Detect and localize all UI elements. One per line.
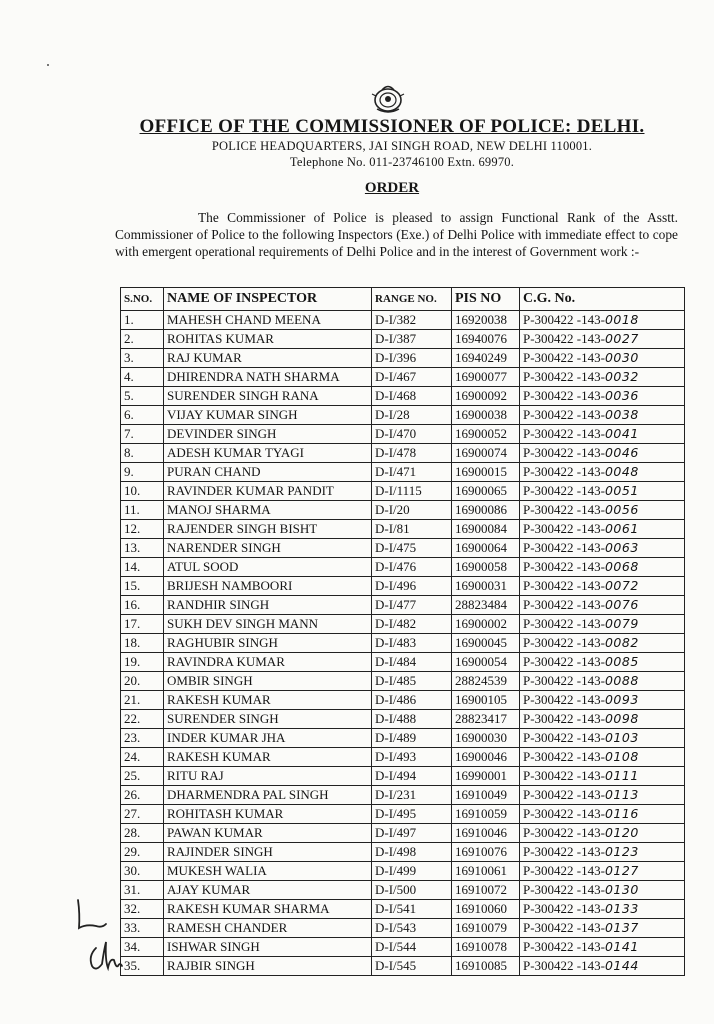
cell-pis: 16900054 — [452, 653, 520, 672]
cell-cg — [520, 938, 685, 957]
cg-handwritten-suffix: 0141 — [604, 939, 639, 954]
cell-pis: 16900074 — [452, 444, 520, 463]
cell-cg — [520, 900, 685, 919]
cell-pis: 16900086 — [452, 501, 520, 520]
cell-name: MANOJ SHARMA — [164, 501, 372, 520]
cell-cg — [520, 482, 685, 501]
cg-handwritten-suffix: 0098 — [604, 711, 639, 726]
table-row — [121, 520, 685, 539]
cell-pis: 16900046 — [452, 748, 520, 767]
cg-handwritten-suffix: 0079 — [604, 616, 639, 631]
cg-handwritten-suffix: 0063 — [604, 540, 639, 555]
office-telephone: Telephone No. 011-23746100 Extn. 69970. — [289, 155, 515, 169]
cell-pis: 16900065 — [452, 482, 520, 501]
cell-name: PURAN CHAND — [164, 463, 372, 482]
cell-sno: 1. — [121, 311, 164, 330]
cell-sno: 7. — [121, 425, 164, 444]
cg-prefix: P-300422 -143- — [523, 806, 605, 821]
cell-pis: 16940076 — [452, 330, 520, 349]
cell-name: AJAY KUMAR — [164, 881, 372, 900]
table-row — [121, 596, 685, 615]
cell-cg — [520, 748, 685, 767]
cg-handwritten-suffix: 0137 — [604, 920, 639, 935]
cg-prefix: P-300422 -143- — [523, 711, 605, 726]
table-row — [121, 387, 685, 406]
cell-name: RAVINDER KUMAR PANDIT — [164, 482, 372, 501]
cell-pis: 16900002 — [452, 615, 520, 634]
cell-cg — [520, 444, 685, 463]
cg-handwritten-suffix: 0048 — [604, 464, 639, 479]
cg-handwritten-suffix: 0113 — [604, 787, 639, 802]
cg-prefix: P-300422 -143- — [523, 483, 605, 498]
cell-sno: 10. — [121, 482, 164, 501]
cg-handwritten-suffix: 0032 — [604, 369, 639, 384]
cell-cg — [520, 596, 685, 615]
cg-prefix: P-300422 -143- — [523, 559, 605, 574]
cell-range: D-I/500 — [372, 881, 452, 900]
cell-range: D-I/478 — [372, 444, 452, 463]
cg-handwritten-suffix: 0133 — [604, 901, 639, 916]
inspectors-table — [120, 287, 685, 976]
cg-handwritten-suffix: 0108 — [604, 749, 639, 764]
table-row — [121, 862, 685, 881]
cell-name: DEVINDER SINGH — [164, 425, 372, 444]
cell-sno: 12. — [121, 520, 164, 539]
cell-name: RAVINDRA KUMAR — [164, 653, 372, 672]
cell-sno: 14. — [121, 558, 164, 577]
cell-sno: 22. — [121, 710, 164, 729]
table-row — [121, 615, 685, 634]
table-row — [121, 539, 685, 558]
cell-name: NARENDER SINGH — [164, 539, 372, 558]
cell-cg — [520, 463, 685, 482]
cg-handwritten-suffix: 0061 — [604, 521, 639, 536]
cell-sno: 3. — [121, 349, 164, 368]
table-row — [121, 634, 685, 653]
cg-handwritten-suffix: 0018 — [604, 312, 639, 327]
cg-handwritten-suffix: 0038 — [604, 407, 639, 422]
cell-sno: 34. — [121, 938, 164, 957]
cg-prefix: P-300422 -143- — [523, 882, 605, 897]
cell-sno: 23. — [121, 729, 164, 748]
cell-cg — [520, 558, 685, 577]
cell-range: D-I/396 — [372, 349, 452, 368]
cell-name: RAKESH KUMAR — [164, 691, 372, 710]
cell-sno: 21. — [121, 691, 164, 710]
cell-name: ROHITAS KUMAR — [164, 330, 372, 349]
column-header-range: RANGE NO. — [372, 288, 452, 311]
cell-range: D-I/231 — [372, 786, 452, 805]
cell-sno: 25. — [121, 767, 164, 786]
cell-cg — [520, 691, 685, 710]
cell-name: OMBIR SINGH — [164, 672, 372, 691]
cell-sno: 18. — [121, 634, 164, 653]
cell-pis: 16910079 — [452, 919, 520, 938]
cell-pis: 16900052 — [452, 425, 520, 444]
cg-prefix: P-300422 -143- — [523, 825, 605, 840]
cell-range: D-I/488 — [372, 710, 452, 729]
table-row — [121, 330, 685, 349]
cell-cg — [520, 311, 685, 330]
cg-handwritten-suffix: 0036 — [604, 388, 639, 403]
order-body-text: The Commissioner of Police is pleased to assign Functional Rank of the Asstt. Commissioner of Police to the following Inspectors (Exe.) of Delhi Police with immediate effect to cope with emergent operational requirements of Delhi Police and in the interest of Government work :- — [115, 210, 678, 259]
cg-prefix: P-300422 -143- — [523, 958, 605, 973]
table-row — [121, 843, 685, 862]
cell-sno: 6. — [121, 406, 164, 425]
cg-prefix: P-300422 -143- — [523, 863, 605, 878]
cell-range: D-I/81 — [372, 520, 452, 539]
cell-sno: 17. — [121, 615, 164, 634]
cell-range: D-I/496 — [372, 577, 452, 596]
cell-range: D-I/482 — [372, 615, 452, 634]
cell-name: ISHWAR SINGH — [164, 938, 372, 957]
cell-name: RAMESH CHANDER — [164, 919, 372, 938]
cell-pis: 16910061 — [452, 862, 520, 881]
cg-handwritten-suffix: 0072 — [604, 578, 639, 593]
cell-sno: 30. — [121, 862, 164, 881]
cell-name: RITU RAJ — [164, 767, 372, 786]
cell-pis: 16900084 — [452, 520, 520, 539]
cell-pis: 16900038 — [452, 406, 520, 425]
cell-range: D-I/477 — [372, 596, 452, 615]
table-row — [121, 672, 685, 691]
cell-pis: 28824539 — [452, 672, 520, 691]
table-row — [121, 767, 685, 786]
cell-cg — [520, 729, 685, 748]
cg-handwritten-suffix: 0076 — [604, 597, 639, 612]
cell-cg — [520, 881, 685, 900]
cell-pis: 16910085 — [452, 957, 520, 976]
cell-name: RAGHUBIR SINGH — [164, 634, 372, 653]
table-row — [121, 653, 685, 672]
cg-prefix: P-300422 -143- — [523, 597, 605, 612]
cell-pis: 16910046 — [452, 824, 520, 843]
cell-range: D-I/475 — [372, 539, 452, 558]
cell-sno: 13. — [121, 539, 164, 558]
cg-prefix: P-300422 -143- — [523, 350, 605, 365]
cell-sno: 16. — [121, 596, 164, 615]
cell-range: D-I/541 — [372, 900, 452, 919]
cell-cg — [520, 501, 685, 520]
cell-range: D-I/387 — [372, 330, 452, 349]
cell-pis: 16940249 — [452, 349, 520, 368]
cell-cg — [520, 710, 685, 729]
cg-prefix: P-300422 -143- — [523, 730, 605, 745]
cell-name: VIJAY KUMAR SINGH — [164, 406, 372, 425]
cg-handwritten-suffix: 0030 — [604, 350, 639, 365]
cell-cg — [520, 330, 685, 349]
cell-name: PAWAN KUMAR — [164, 824, 372, 843]
cell-name: RAJBIR SINGH — [164, 957, 372, 976]
table-row — [121, 881, 685, 900]
cg-prefix: P-300422 -143- — [523, 407, 605, 422]
cell-cg — [520, 368, 685, 387]
handwritten-initial-mark — [72, 898, 112, 934]
table-row — [121, 729, 685, 748]
cell-cg — [520, 349, 685, 368]
cell-cg — [520, 919, 685, 938]
cell-range: D-I/483 — [372, 634, 452, 653]
table-row — [121, 919, 685, 938]
cg-prefix: P-300422 -143- — [523, 635, 605, 650]
cell-cg — [520, 862, 685, 881]
office-title: OFFICE OF THE COMMISSIONER OF POLICE: DELHI. — [139, 116, 645, 137]
cell-cg — [520, 520, 685, 539]
cg-handwritten-suffix: 0116 — [604, 806, 639, 821]
cell-pis: 16900045 — [452, 634, 520, 653]
table-row — [121, 463, 685, 482]
cg-prefix: P-300422 -143- — [523, 312, 605, 327]
cell-sno: 35. — [121, 957, 164, 976]
cell-sno: 26. — [121, 786, 164, 805]
cell-cg — [520, 615, 685, 634]
cell-pis: 16900031 — [452, 577, 520, 596]
cell-sno: 2. — [121, 330, 164, 349]
table-row — [121, 482, 685, 501]
cell-sno: 24. — [121, 748, 164, 767]
table-row — [121, 368, 685, 387]
cell-cg — [520, 387, 685, 406]
cell-range: D-I/498 — [372, 843, 452, 862]
cell-range: D-I/495 — [372, 805, 452, 824]
cell-range: D-I/471 — [372, 463, 452, 482]
cell-range: D-I/468 — [372, 387, 452, 406]
cell-sno: 33. — [121, 919, 164, 938]
cell-sno: 8. — [121, 444, 164, 463]
table-row — [121, 577, 685, 596]
cell-range: D-I/494 — [372, 767, 452, 786]
cell-sno: 9. — [121, 463, 164, 482]
cell-pis: 16900015 — [452, 463, 520, 482]
cg-prefix: P-300422 -143- — [523, 369, 605, 384]
cg-handwritten-suffix: 0127 — [604, 863, 639, 878]
cell-pis: 16900077 — [452, 368, 520, 387]
cell-sno: 20. — [121, 672, 164, 691]
cell-name: ROHITASH KUMAR — [164, 805, 372, 824]
cell-name: MUKESH WALIA — [164, 862, 372, 881]
cell-range: D-I/545 — [372, 957, 452, 976]
cell-sno: 15. — [121, 577, 164, 596]
cg-handwritten-suffix: 0085 — [604, 654, 639, 669]
table-row — [121, 938, 685, 957]
table-row — [121, 558, 685, 577]
table-row — [121, 900, 685, 919]
cell-sno: 19. — [121, 653, 164, 672]
cg-prefix: P-300422 -143- — [523, 654, 605, 669]
cg-handwritten-suffix: 0041 — [604, 426, 639, 441]
table-row — [121, 501, 685, 520]
cg-handwritten-suffix: 0103 — [604, 730, 639, 745]
table-row — [121, 444, 685, 463]
cg-prefix: P-300422 -143- — [523, 464, 605, 479]
cell-name: RAJINDER SINGH — [164, 843, 372, 862]
cell-cg — [520, 653, 685, 672]
cell-sno: 5. — [121, 387, 164, 406]
cell-sno: 27. — [121, 805, 164, 824]
cg-handwritten-suffix: 0120 — [604, 825, 639, 840]
column-header-pis: PIS NO — [452, 288, 520, 311]
cg-prefix: P-300422 -143- — [523, 445, 605, 460]
cg-handwritten-suffix: 0111 — [604, 768, 639, 783]
cell-pis: 16990001 — [452, 767, 520, 786]
cell-cg — [520, 843, 685, 862]
column-header-sno: S.NO. — [121, 288, 164, 311]
cell-name: MAHESH CHAND MEENA — [164, 311, 372, 330]
cg-prefix: P-300422 -143- — [523, 787, 605, 802]
cg-handwritten-suffix: 0027 — [604, 331, 639, 346]
cell-range: D-I/476 — [372, 558, 452, 577]
cg-prefix: P-300422 -143- — [523, 388, 605, 403]
cell-name: RANDHIR SINGH — [164, 596, 372, 615]
cell-range: D-I/470 — [372, 425, 452, 444]
cell-cg — [520, 577, 685, 596]
cg-handwritten-suffix: 0088 — [604, 673, 639, 688]
cg-handwritten-suffix: 0046 — [604, 445, 639, 460]
table-header-row — [121, 288, 685, 311]
police-emblem-icon — [368, 82, 408, 116]
cg-handwritten-suffix: 0056 — [604, 502, 639, 517]
cell-sno: 28. — [121, 824, 164, 843]
cell-range: D-I/543 — [372, 919, 452, 938]
cell-pis: 16910078 — [452, 938, 520, 957]
cell-cg — [520, 767, 685, 786]
cg-prefix: P-300422 -143- — [523, 540, 605, 555]
table-row — [121, 349, 685, 368]
cell-pis: 16910076 — [452, 843, 520, 862]
cell-pis: 16910072 — [452, 881, 520, 900]
cell-range: D-I/544 — [372, 938, 452, 957]
cell-name: DHIRENDRA NATH SHARMA — [164, 368, 372, 387]
column-header-cg: C.G. No. — [520, 288, 685, 311]
cell-cg — [520, 786, 685, 805]
cell-range: D-I/28 — [372, 406, 452, 425]
cg-prefix: P-300422 -143- — [523, 521, 605, 536]
cell-pis: 16920038 — [452, 311, 520, 330]
table-row — [121, 710, 685, 729]
cg-prefix: P-300422 -143- — [523, 920, 605, 935]
cell-name: SURENDER SINGH RANA — [164, 387, 372, 406]
cell-sno: 4. — [121, 368, 164, 387]
cell-name: SUKH DEV SINGH MANN — [164, 615, 372, 634]
cell-pis: 28823417 — [452, 710, 520, 729]
column-header-name: NAME OF INSPECTOR — [164, 288, 372, 311]
cell-range: D-I/499 — [372, 862, 452, 881]
cg-handwritten-suffix: 0051 — [604, 483, 639, 498]
cell-sno: 29. — [121, 843, 164, 862]
cell-pis: 16910049 — [452, 786, 520, 805]
cell-pis: 16900030 — [452, 729, 520, 748]
cg-prefix: P-300422 -143- — [523, 331, 605, 346]
cell-cg — [520, 805, 685, 824]
cell-pis: 28823484 — [452, 596, 520, 615]
cell-pis: 16900058 — [452, 558, 520, 577]
cell-name: DHARMENDRA PAL SINGH — [164, 786, 372, 805]
cell-name: INDER KUMAR JHA — [164, 729, 372, 748]
cell-name: RAJ KUMAR — [164, 349, 372, 368]
order-heading: ORDER — [364, 180, 420, 196]
cg-prefix: P-300422 -143- — [523, 673, 605, 688]
cell-range: D-I/20 — [372, 501, 452, 520]
cg-prefix: P-300422 -143- — [523, 901, 605, 916]
cell-cg — [520, 406, 685, 425]
cg-prefix: P-300422 -143- — [523, 844, 605, 859]
table-row — [121, 425, 685, 444]
table-row — [121, 824, 685, 843]
table-row — [121, 786, 685, 805]
cg-handwritten-suffix: 0082 — [604, 635, 639, 650]
cell-range: D-I/489 — [372, 729, 452, 748]
scan-speck — [47, 64, 49, 66]
office-address: POLICE HEADQUARTERS, JAI SINGH ROAD, NEW DELHI 110001. — [211, 139, 593, 153]
cell-name: RAKESH KUMAR SHARMA — [164, 900, 372, 919]
cg-prefix: P-300422 -143- — [523, 616, 605, 631]
cell-pis: 16900105 — [452, 691, 520, 710]
cell-pis: 16900092 — [452, 387, 520, 406]
table-row — [121, 691, 685, 710]
cell-name: ATUL SOOD — [164, 558, 372, 577]
table-row — [121, 805, 685, 824]
cg-handwritten-suffix: 0123 — [604, 844, 639, 859]
cell-cg — [520, 539, 685, 558]
cell-range: D-I/485 — [372, 672, 452, 691]
cell-range: D-I/484 — [372, 653, 452, 672]
handwritten-signature — [86, 936, 130, 976]
cg-prefix: P-300422 -143- — [523, 768, 605, 783]
cell-range: D-I/486 — [372, 691, 452, 710]
cell-range: D-I/1115 — [372, 482, 452, 501]
cell-range: D-I/497 — [372, 824, 452, 843]
cell-cg — [520, 957, 685, 976]
cg-handwritten-suffix: 0130 — [604, 882, 639, 897]
cell-cg — [520, 824, 685, 843]
cg-prefix: P-300422 -143- — [523, 749, 605, 764]
cg-handwritten-suffix: 0093 — [604, 692, 639, 707]
cg-handwritten-suffix: 0144 — [604, 958, 639, 973]
cell-range: D-I/467 — [372, 368, 452, 387]
cell-pis: 16910060 — [452, 900, 520, 919]
cg-handwritten-suffix: 0068 — [604, 559, 639, 574]
cell-cg — [520, 425, 685, 444]
cell-range: D-I/493 — [372, 748, 452, 767]
table-row — [121, 311, 685, 330]
cell-cg — [520, 672, 685, 691]
cell-cg — [520, 634, 685, 653]
cell-name: ADESH KUMAR TYAGI — [164, 444, 372, 463]
cell-name: SURENDER SINGH — [164, 710, 372, 729]
table-row — [121, 957, 685, 976]
cell-name: BRIJESH NAMBOORI — [164, 577, 372, 596]
cell-sno: 11. — [121, 501, 164, 520]
cg-prefix: P-300422 -143- — [523, 426, 605, 441]
cell-range: D-I/382 — [372, 311, 452, 330]
cell-pis: 16900064 — [452, 539, 520, 558]
cell-sno: 31. — [121, 881, 164, 900]
cell-name: RAKESH KUMAR — [164, 748, 372, 767]
table-row — [121, 406, 685, 425]
table-row — [121, 748, 685, 767]
cell-pis: 16910059 — [452, 805, 520, 824]
cg-prefix: P-300422 -143- — [523, 502, 605, 517]
cell-sno: 32. — [121, 900, 164, 919]
cg-prefix: P-300422 -143- — [523, 578, 605, 593]
cg-prefix: P-300422 -143- — [523, 939, 605, 954]
cg-prefix: P-300422 -143- — [523, 692, 605, 707]
cell-name: RAJENDER SINGH BISHT — [164, 520, 372, 539]
